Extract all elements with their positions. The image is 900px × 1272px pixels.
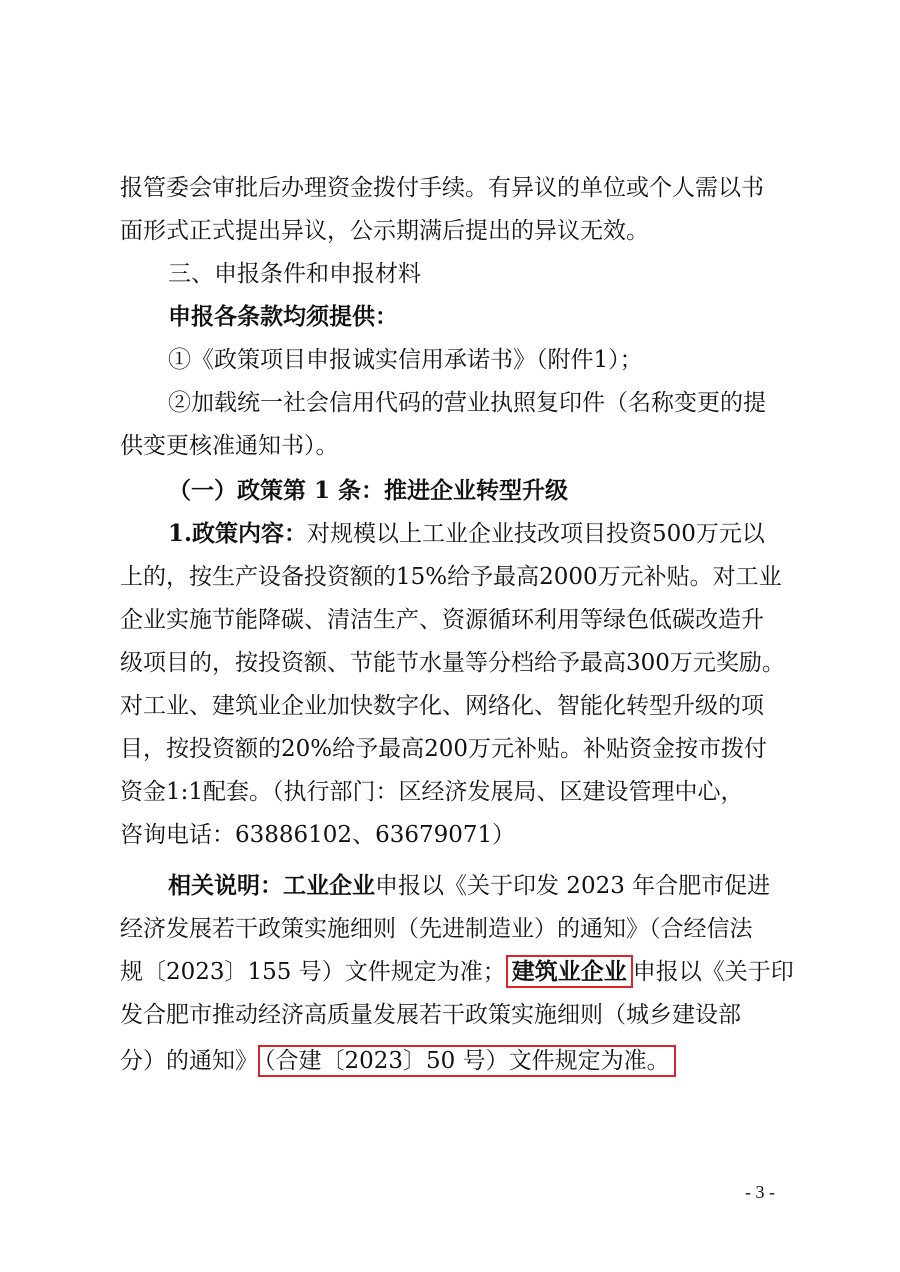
line-text: 对工业、建筑业企业加快数字化、网络化、智能化转型升级的项 (120, 693, 764, 719)
line-text: 申报以《关于印发 2023 年合肥市促进 (375, 873, 771, 899)
list-item (168, 345, 788, 375)
related-notes-label: 相关说明： (168, 872, 283, 899)
section-heading (168, 259, 788, 289)
subheading-text: 申报各条款均须提供： (168, 303, 398, 330)
line-text: 咨询电话：63886102、63679071） (120, 822, 516, 848)
paragraph-line (120, 691, 788, 721)
line-text: 资金1:1配套。（执行部门：区经济发展局、区建设管理中心， (120, 779, 744, 805)
highlight-box-construction-enterprise: 建筑业企业 (506, 955, 633, 988)
line-text: 目，按投资额的20%给予最高200万元补贴。补贴资金按市拨付 (120, 736, 768, 762)
list-item (168, 388, 788, 418)
line-text: 上的，按生产设备投资额的15%给予最高2000万元补贴。对工业 (120, 564, 782, 590)
paragraph-line (120, 957, 794, 987)
paragraph-line (120, 605, 788, 635)
line-text: 发合肥市推动经济高质量发展若干政策实施细则（城乡建设部 (120, 1002, 741, 1028)
paragraph-line (120, 1046, 788, 1076)
paragraph-line (120, 431, 788, 461)
paragraph-line (120, 216, 788, 246)
line-text: 企业实施节能降碳、清洁生产、资源循环利用等绿色低碳改造升 (120, 607, 764, 633)
line-text: 供变更核准通知书）。 (120, 433, 339, 459)
policy-content-label: 1.政策内容： (168, 520, 308, 547)
related-notes-line (168, 871, 788, 901)
paragraph-line (120, 914, 788, 944)
highlight-box-document-number: （合建〔2023〕50 号）文件规定为准。 (258, 1045, 676, 1077)
list-item-text: ①《政策项目申报诚实信用承诺书》（附件1）； (168, 347, 643, 373)
heading-text: 三、申报条件和申报材料 (168, 261, 421, 287)
paragraph-line (120, 734, 788, 764)
paragraph-line (120, 562, 788, 592)
line-text: 报管委会审批后办理资金拨付手续。有异议的单位或个人需以书 (120, 175, 764, 201)
line-text: 经济发展若干政策实施细则（先进制造业）的通知》（合经信法 (120, 916, 753, 942)
paragraph-line (120, 1000, 788, 1030)
paragraph-line (120, 777, 788, 807)
line-text: 面形式正式提出异议，公示期满后提出的异议无效。 (120, 218, 649, 244)
paragraph-line (120, 820, 788, 850)
paragraph-line (120, 648, 788, 678)
industrial-enterprise-label: 工业企业 (283, 872, 375, 899)
paragraph-line (120, 173, 788, 203)
policy-heading-text: （一）政策第 1 条：推进企业转型升级 (168, 477, 569, 504)
line-text: 规〔2023〕155 号）文件规定为准； (120, 959, 506, 985)
list-item-text: ②加载统一社会信用代码的营业执照复印件（名称变更的提 (168, 390, 766, 416)
line-text: 级项目的，按投资额、节能节水量等分档给予最高300万元奖励。 (120, 650, 785, 676)
line-text: 申报以《关于印 (632, 959, 794, 985)
line-text: 分）的通知》 (120, 1048, 258, 1074)
policy-content-line (168, 519, 788, 549)
page-number: - 3 - (745, 1182, 775, 1202)
subheading (168, 302, 788, 332)
policy-heading (168, 476, 788, 506)
line-text: 对规模以上工业企业技改项目投资500万元以 (307, 521, 765, 547)
